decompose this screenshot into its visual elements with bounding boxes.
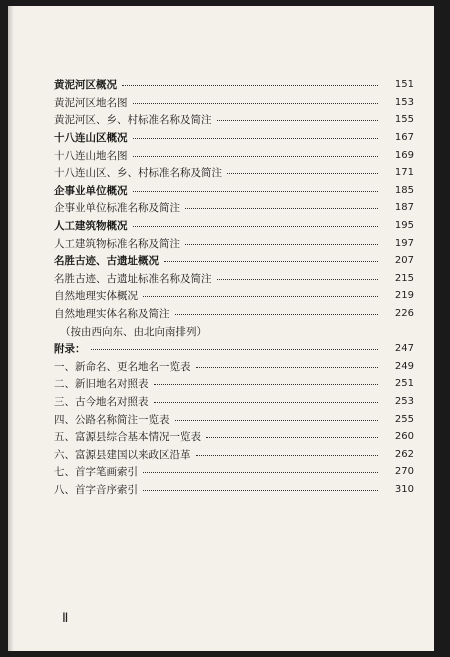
toc-entry [54, 182, 414, 200]
toc-entry [54, 94, 414, 112]
toc-entry [54, 305, 414, 323]
toc-entry-label: 企事业单位概况 [54, 184, 128, 197]
toc-entry-label: 十八连山区、乡、村标准名称及简注 [54, 167, 222, 180]
toc-entry-page: 171 [394, 167, 414, 179]
toc-entry-label: 附录： [54, 343, 86, 356]
toc-entry [54, 340, 414, 358]
toc-entry [54, 358, 414, 376]
toc-entry [54, 445, 414, 463]
toc-entry-label: 黄泥河区、乡、村标准名称及简注 [54, 114, 212, 127]
toc-entry-page: 262 [394, 448, 414, 460]
toc-entry [54, 410, 414, 428]
toc-leader-dots [217, 120, 379, 121]
toc-entry [54, 393, 414, 411]
toc-entry-page: 251 [394, 378, 414, 390]
toc-entry-label: 四、公路名称简注一览表 [54, 413, 170, 426]
toc-entry-page: 226 [394, 308, 414, 320]
toc-entry-page: 185 [394, 184, 414, 196]
toc-entry [54, 252, 414, 270]
toc-entry-label: 企事业单位标准名称及简注 [54, 202, 180, 215]
page-number: Ⅱ [62, 610, 69, 625]
toc-entry-label: 黄泥河区概况 [54, 79, 117, 92]
toc-entry-page: 253 [394, 395, 414, 407]
toc-entry [54, 129, 414, 147]
toc-entry-label: 自然地理实体名称及简注 [54, 308, 170, 321]
toc-entry-page: 310 [394, 483, 414, 495]
toc-entry-page: 187 [394, 202, 414, 214]
toc-leader-dots [206, 437, 378, 438]
toc-note-text: （按由西向东、由北向南排列） [60, 325, 207, 338]
toc-entry [54, 463, 414, 481]
toc-entry [54, 481, 414, 499]
toc-leader-dots [185, 208, 378, 209]
toc-leader-dots [143, 490, 378, 491]
toc-entry-label: 五、富源县综合基本情况一览表 [54, 431, 201, 444]
toc-entry [54, 234, 414, 252]
toc-entry-page: 155 [394, 114, 414, 126]
toc-entry-page: 270 [394, 466, 414, 478]
toc-entry-label: 六、富源县建国以来政区沿革 [54, 448, 191, 461]
toc-leader-dots [175, 420, 379, 421]
toc-entry [54, 217, 414, 235]
toc-leader-dots [164, 261, 378, 262]
toc-entry-page: 249 [394, 360, 414, 372]
toc-leader-dots [133, 138, 379, 139]
toc-entry-label: 黄泥河区地名图 [54, 96, 128, 109]
toc-leader-dots [154, 402, 379, 403]
toc-entry-page: 207 [394, 255, 414, 267]
toc-entry-page: 255 [394, 413, 414, 425]
toc-leader-dots [196, 455, 379, 456]
toc-leader-dots [143, 296, 378, 297]
toc-entry-label: 名胜古迹、古遗址概况 [54, 255, 159, 268]
toc-entry-page: 153 [394, 96, 414, 108]
toc-entry-page: 169 [394, 149, 414, 161]
toc-entry [54, 428, 414, 446]
table-of-contents [54, 76, 414, 498]
toc-entry-label: 二、新旧地名对照表 [54, 378, 149, 391]
toc-entry [54, 146, 414, 164]
toc-entry-page: 215 [394, 272, 414, 284]
toc-entry-label: 十八连山地名图 [54, 149, 128, 162]
toc-leader-dots [143, 472, 378, 473]
toc-entry-label: 人工建筑物标准名称及简注 [54, 237, 180, 250]
toc-entry [54, 375, 414, 393]
toc-entry [54, 270, 414, 288]
toc-leader-dots [133, 191, 379, 192]
toc-entry [54, 164, 414, 182]
toc-entry-page: 197 [394, 237, 414, 249]
document-page [8, 6, 434, 651]
toc-leader-dots [91, 349, 379, 350]
toc-entry-label: 十八连山区概况 [54, 132, 128, 145]
page-edge-shadow [8, 6, 14, 651]
toc-entry-page: 151 [394, 79, 414, 91]
toc-entry-page: 195 [394, 220, 414, 232]
toc-leader-dots [122, 85, 378, 86]
toc-note [54, 322, 414, 340]
toc-entry-label: 八、首字音序索引 [54, 483, 138, 496]
toc-entry-page: 219 [394, 290, 414, 302]
toc-leader-dots [133, 226, 379, 227]
toc-entry [54, 287, 414, 305]
toc-leader-dots [133, 156, 379, 157]
toc-leader-dots [227, 173, 378, 174]
toc-entry-label: 三、古今地名对照表 [54, 395, 149, 408]
toc-leader-dots [196, 367, 379, 368]
toc-entry-label: 自然地理实体概况 [54, 290, 138, 303]
toc-entry-label: 一、新命名、更名地名一览表 [54, 360, 191, 373]
toc-entry [54, 111, 414, 129]
toc-entry [54, 199, 414, 217]
toc-entry-page: 260 [394, 431, 414, 443]
toc-entry [54, 76, 414, 94]
toc-entry-page: 247 [394, 343, 414, 355]
toc-leader-dots [154, 384, 379, 385]
toc-leader-dots [175, 314, 379, 315]
toc-leader-dots [217, 279, 379, 280]
toc-entry-label: 名胜古迹、古遗址标准名称及简注 [54, 272, 212, 285]
toc-leader-dots [185, 244, 378, 245]
toc-leader-dots [133, 103, 379, 104]
toc-entry-label: 人工建筑物概况 [54, 220, 128, 233]
toc-entry-page: 167 [394, 132, 414, 144]
toc-entry-label: 七、首字笔画索引 [54, 466, 138, 479]
